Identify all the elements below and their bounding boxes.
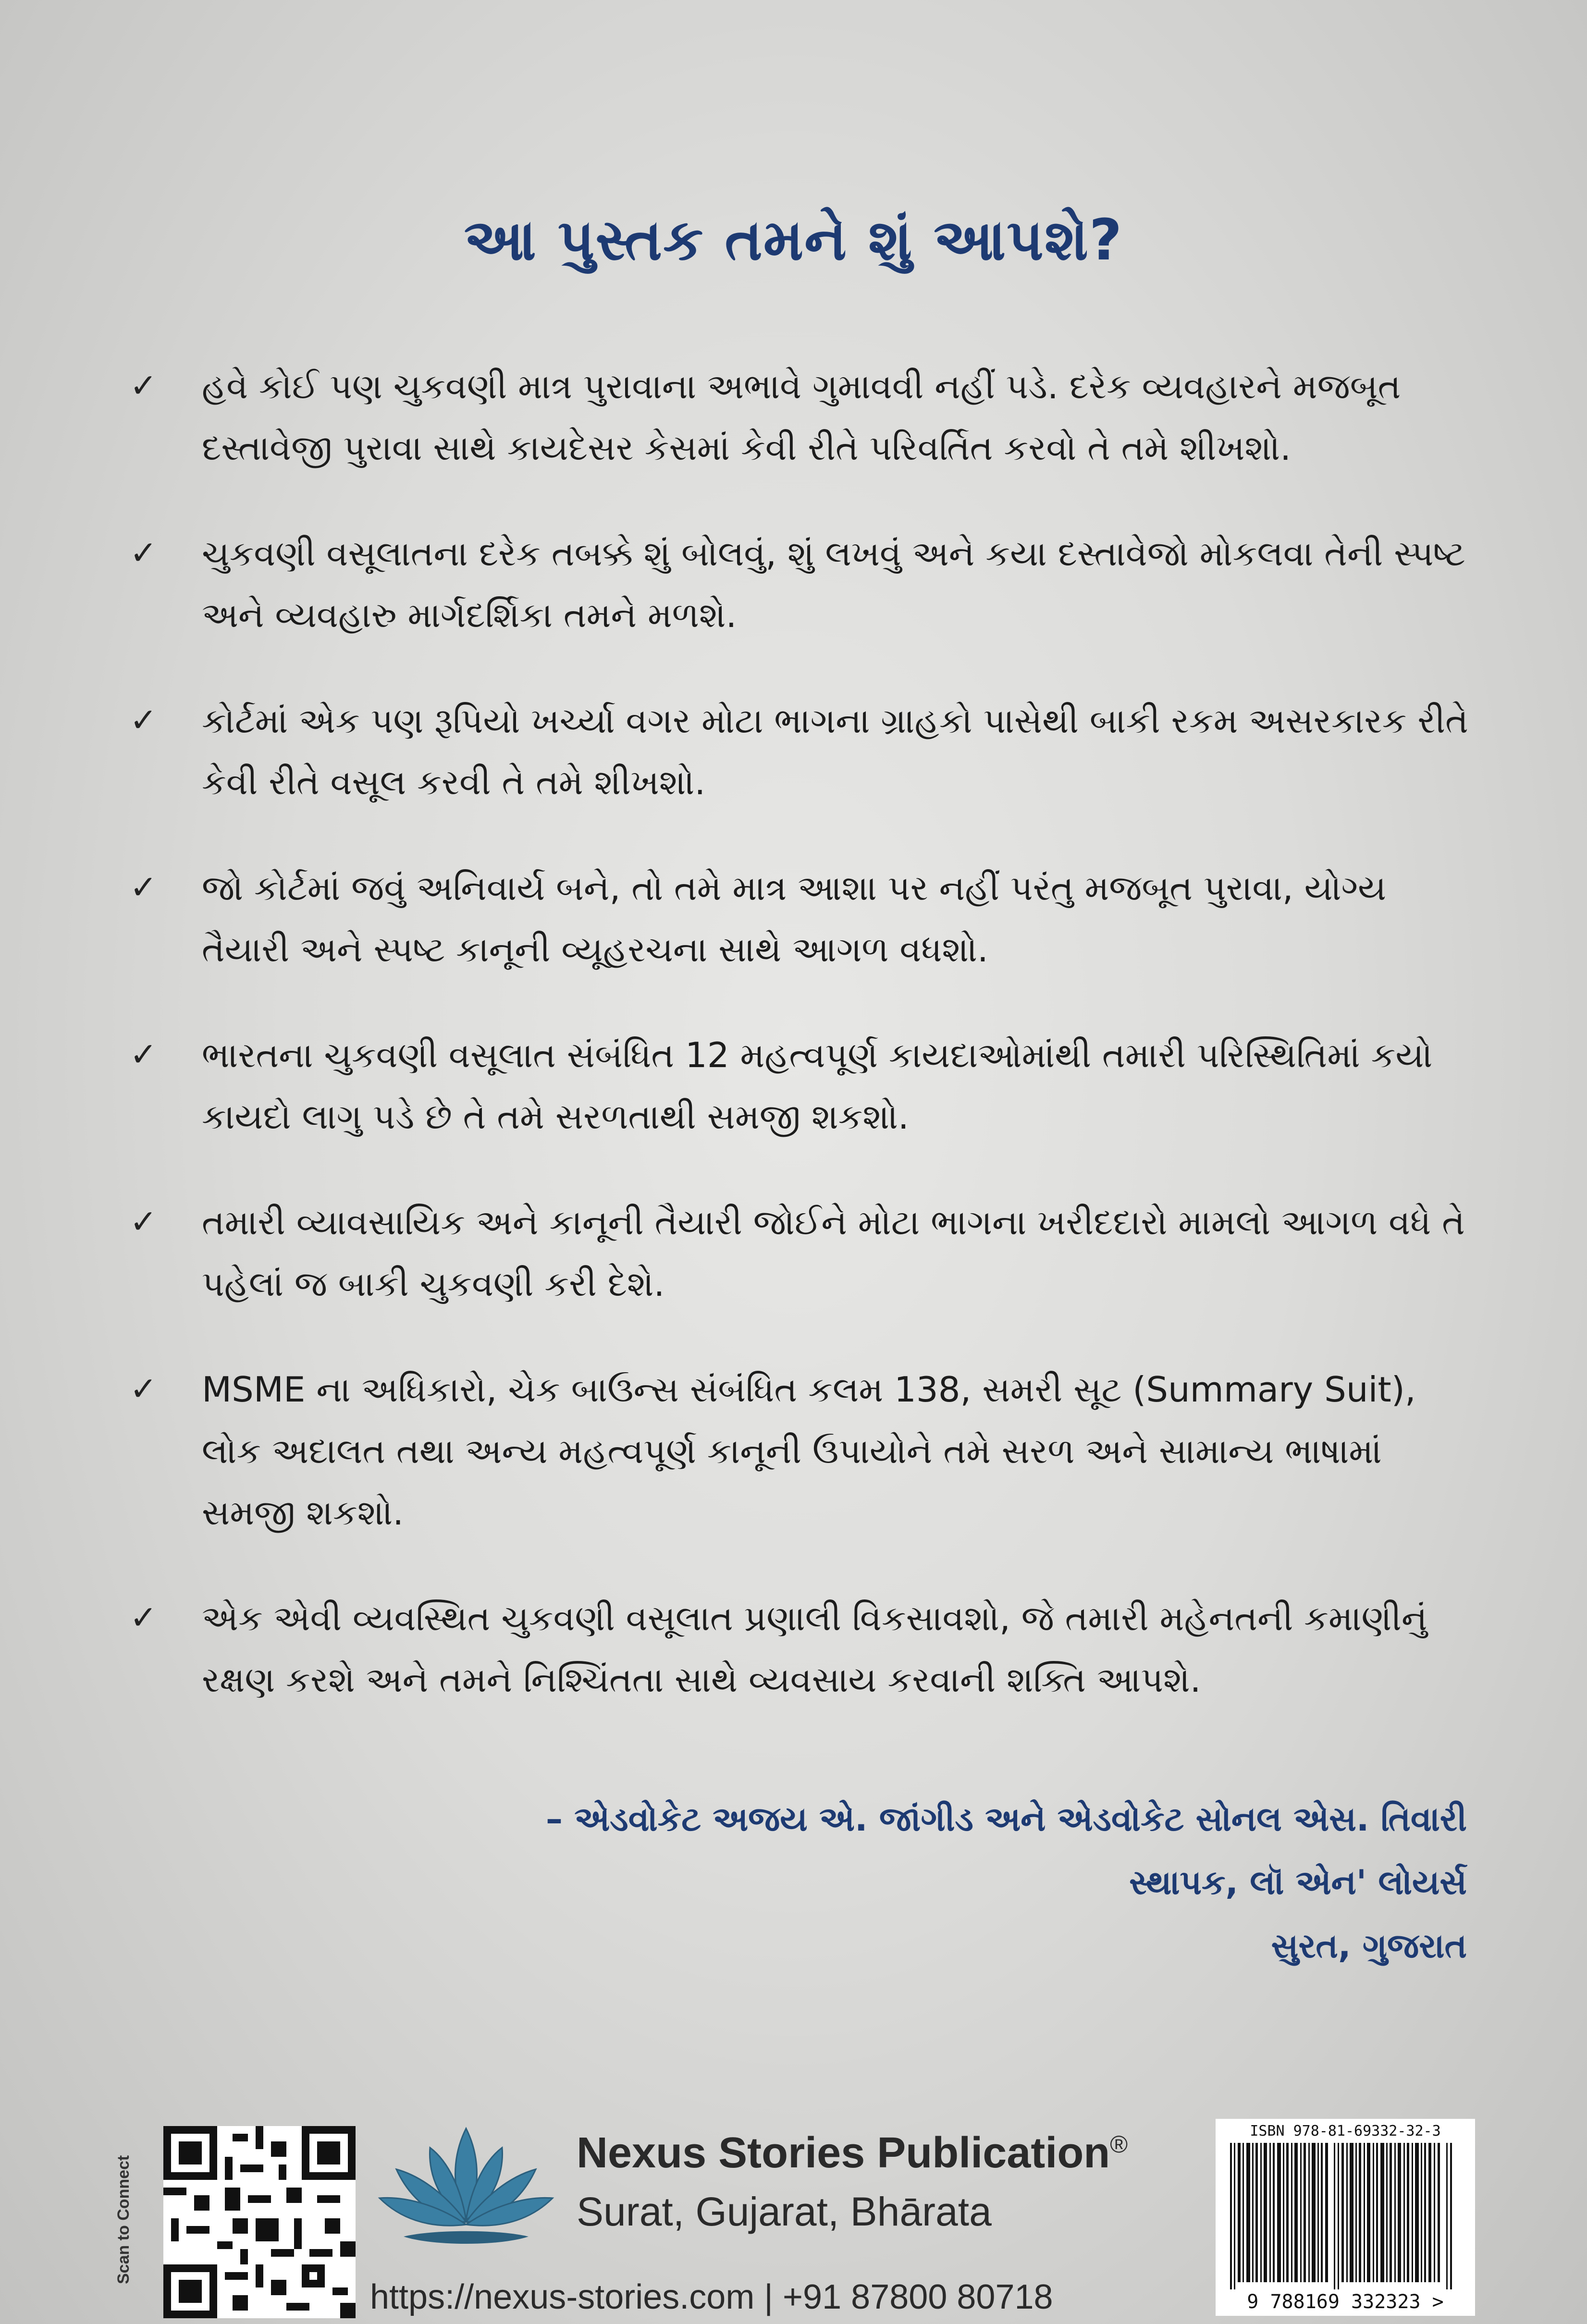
- list-item: [130, 1192, 1470, 1315]
- checkmark-icon: ✓: [130, 1370, 157, 1408]
- list-item: [130, 1024, 1470, 1147]
- checkmark-icon: ✓: [130, 701, 157, 739]
- checkmark-icon: ✓: [130, 1036, 157, 1074]
- publisher-contact[interactable]: https://nexus-stories.com | +91 87800 80718: [370, 2278, 1053, 2316]
- list-item: [130, 1359, 1470, 1543]
- author-signature: [546, 1787, 1467, 1978]
- list-item-text: ભારતના ચુકવણી વસૂલાત સંબંધિત 12 મહત્વપૂર્ણ કાયદાઓમાંથી તમારી પરિસ્થિતિમાં કયો કાયદો લાગુ પડે છે તે તમે સરળતાથી સમજી શકશો.: [202, 1035, 1433, 1137]
- list-item: [130, 857, 1470, 980]
- author-role: સ્થાપક, લૉ એન' લોયર્સ: [1129, 1863, 1467, 1902]
- list-item-text: ચુકવણી વસૂલાતના દરેક તબક્કે શું બોલવું, શું લખવું અને કયા દસ્તાવેજો મોકલવા તેની સ્પષ્ટ અને વ્યવહારુ માર્ગદર્શિકા તમને મળશે.: [202, 533, 1465, 635]
- list-item-text: કોર્ટમાં એક પણ રૂપિયો ખર્ચ્યા વગર મોટા ભાગના ગ્રાહકો પાસેથી બાકી રકમ અસરકારક રીતે કેવી રીતે વસૂલ કરવી તે તમે શીખશો.: [202, 701, 1468, 802]
- list-item: [130, 690, 1470, 813]
- list-item: [130, 356, 1470, 479]
- checkmark-icon: ✓: [130, 869, 157, 907]
- list-item: [130, 523, 1470, 646]
- checkmark-icon: ✓: [130, 534, 157, 572]
- benefits-list: [130, 356, 1470, 1755]
- isbn-text: ISBN 978-81-69332-32-3: [1250, 2123, 1441, 2140]
- checkmark-icon: ✓: [130, 367, 157, 405]
- registered-mark: ®: [1110, 2131, 1128, 2158]
- list-item-text: જો કોર્ટમાં જવું અનિવાર્ય બને, તો તમે માત્ર આશા પર નહીં પરંતુ મજબૂત પુરાવા, યોગ્ય તૈયારી અને સ્પષ્ટ કાનૂની વ્યૂહરચના સાથે આગળ વધશો.: [202, 868, 1387, 970]
- barcode-icon: [1230, 2143, 1461, 2289]
- isbn-barcode: [1216, 2119, 1475, 2316]
- publisher-name-text: Nexus Stories Publication: [577, 2129, 1110, 2177]
- publisher-place: Surat, Gujarat, Bhārata: [577, 2189, 992, 2234]
- scan-label: Scan to Connect: [114, 2155, 133, 2285]
- publisher-name: [577, 2128, 1128, 2178]
- list-item-text: એક એવી વ્યવસ્થિત ચુકવણી વસૂલાત પ્રણાલી વિકસાવશો, જે તમારી મહેનતની કમાણીનું રક્ષણ કરશે અને તમને નિશ્ચિંતતા સાથે વ્યવસાય કરવાની શક્તિ આપશે.: [202, 1598, 1427, 1700]
- qr-code-icon[interactable]: [163, 2126, 356, 2318]
- list-item-text: તમારી વ્યાવસાયિક અને કાનૂની તૈયારી જોઈને મોટા ભાગના ખરીદદારો મામલો આગળ વધે તે પહેલાં જ બાકી ચુકવણી કરી દેશે.: [202, 1202, 1465, 1304]
- page-title: આ પુસ્તક તમને શું આપશે?: [464, 207, 1123, 273]
- lotus-logo-icon: [370, 2114, 562, 2258]
- list-item: [130, 1587, 1470, 1710]
- author-names: – એડવોકેટ અજય એ. જાંગીડ અને એડવોકેટ સોનલ એસ. તિવારી: [546, 1799, 1467, 1839]
- barcode-digits: 9 788169 332323 >: [1247, 2291, 1444, 2313]
- list-item-text: MSME ના અધિકારો, ચેક બાઉન્સ સંબંધિત કલમ 138, સમરી સૂટ (Summary Suit), લોક અદાલત તથા અન્ય મહત્વપૂર્ણ કાનૂની ઉપાયોને તમે સરળ અને સામાન્ય ભાષામાં સમજી શકશો.: [202, 1369, 1416, 1533]
- checkmark-icon: ✓: [130, 1599, 157, 1637]
- checkmark-icon: ✓: [130, 1203, 157, 1241]
- list-item-text: હવે કોઈ પણ ચુકવણી માત્ર પુરાવાના અભાવે ગુમાવવી નહીં પડે. દરેક વ્યવહારને મજબૂત દસ્તાવેજી પુરાવા સાથે કાયદેસર કેસમાં કેવી રીતે પરિવર્તિત કરવો તે તમે શીખશો.: [202, 366, 1401, 468]
- author-place: સુરત, ગુજરાત: [1271, 1926, 1467, 1966]
